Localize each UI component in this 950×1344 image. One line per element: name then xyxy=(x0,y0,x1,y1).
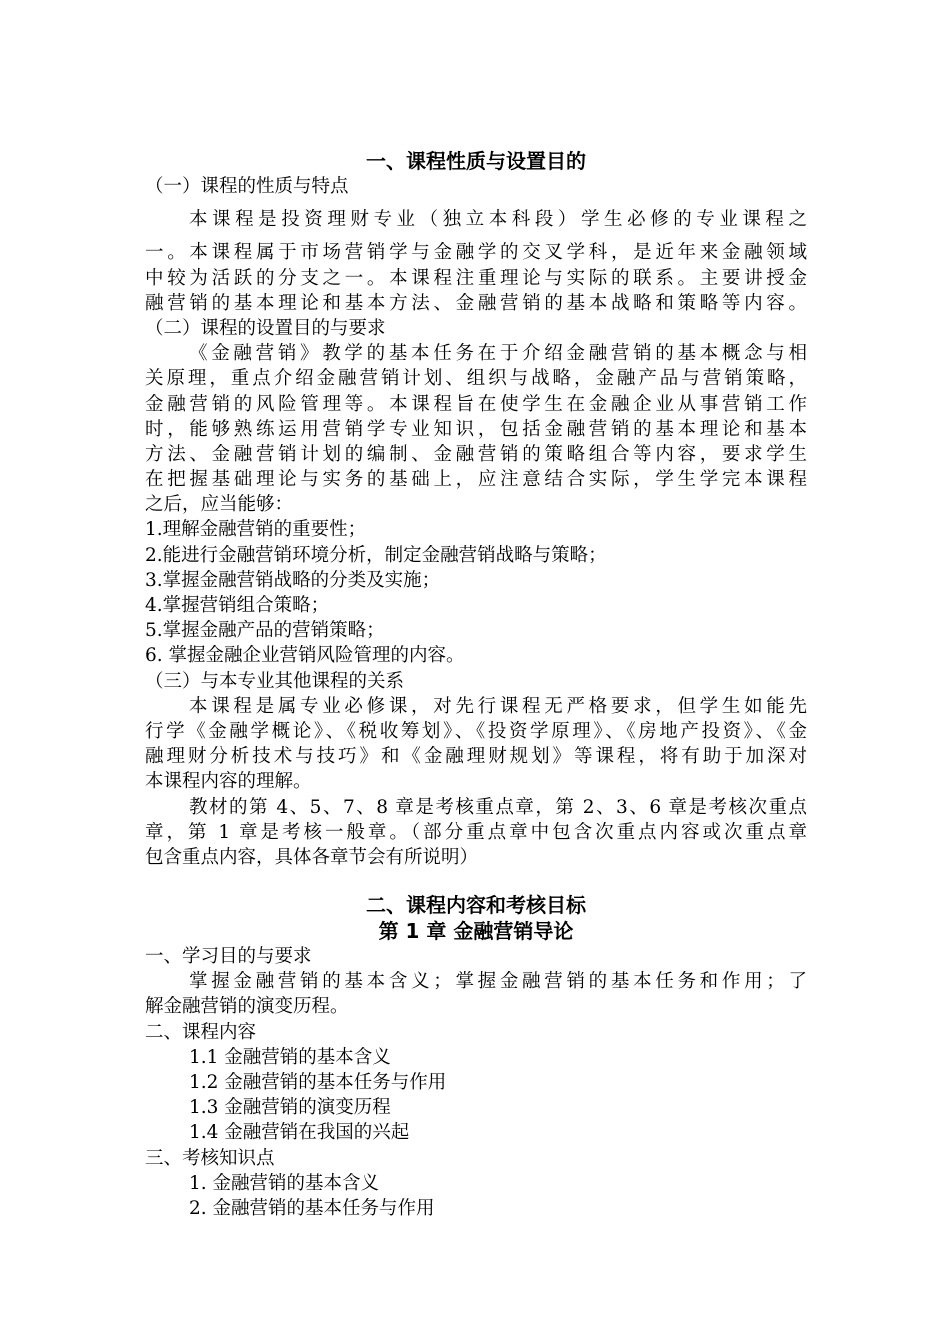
list-item: 2.能进行金融营销环境分析，制定金融营销战略与策略； xyxy=(145,544,607,566)
paragraph-line: 时，能够熟练运用营销学专业知识，包括金融营销的基本理论和基本 xyxy=(145,418,807,440)
paragraph-line: 解金融营销的演变历程。 xyxy=(145,996,349,1018)
document-body xyxy=(145,148,807,1221)
part-title: 二、课程内容 xyxy=(145,1021,257,1043)
paragraph-line: 包含重点内容，具体各章节会有所说明） xyxy=(145,846,479,868)
list-item: 1.1 金融营销的基本含义 xyxy=(189,1046,391,1068)
paragraph-line: 关原理，重点介绍金融营销计划、组织与战略，金融产品与营销策略， xyxy=(145,368,807,390)
list-item: 6. 掌握金融企业营销风险管理的内容。 xyxy=(145,645,465,667)
list-item: 3.掌握金融营销战略的分类及实施； xyxy=(145,569,441,591)
list-item: 2. 金融营销的基本任务与作用 xyxy=(189,1197,435,1219)
paragraph-line: 教材的第 4、5、7、8 章是考核重点章，第 2、3、6 章是考核次重点 xyxy=(189,796,807,818)
subsection-title: （二）课程的设置目的与要求 xyxy=(145,317,386,339)
paragraph-line: 方法、金融营销计划的编制、金融营销的策略组合等内容，要求学生 xyxy=(145,443,807,465)
list-item: 1.理解金融营销的重要性； xyxy=(145,519,367,541)
paragraph-line: 融理财分析技术与技巧》和《金融理财规划》等课程，将有助于加深对 xyxy=(145,746,807,768)
paragraph-line: 在把握基础理论与实务的基础上，应注意结合实际，学生学完本课程 xyxy=(145,469,807,491)
section-title: 一、课程性质与设置目的 xyxy=(366,149,586,173)
list-item: 1.2 金融营销的基本任务与作用 xyxy=(189,1072,447,1093)
paragraph-line: 《金融营销》教学的基本任务在于介绍金融营销的基本概念与相 xyxy=(189,343,807,365)
list-item: 1.3 金融营销的演变历程 xyxy=(189,1097,391,1119)
paragraph-line: 中较为活跃的分支之一。本课程注重理论与实际的联系。主要讲授金 xyxy=(145,267,807,289)
paragraph-line: 行学《金融学概论》、《税收筹划》、《投资学原理》、《房地产投资》、《金 xyxy=(145,720,807,742)
part-title: 一、学习目的与要求 xyxy=(145,946,312,968)
paragraph-line: 本课程内容的理解。 xyxy=(145,771,312,793)
section-title: 二、课程内容和考核目标 xyxy=(366,893,586,918)
part-title: 三、考核知识点 xyxy=(145,1147,275,1169)
chapter-title: 第 1 章 金融营销导论 xyxy=(378,919,574,944)
paragraph-line: 本课程是属专业必修课，对先行课程无严格要求，但学生如能先 xyxy=(189,695,807,717)
subsection-title: （一）课程的性质与特点 xyxy=(145,176,349,197)
paragraph-line: 融营销的基本理论和基本方法、金融营销的基本战略和策略等内容。 xyxy=(145,292,807,314)
list-item: 4.掌握营销组合策略； xyxy=(145,595,330,616)
paragraph-line: 之后，应当能够： xyxy=(145,494,294,516)
list-item: 1.4 金融营销在我国的兴起 xyxy=(189,1122,410,1144)
paragraph-line: 一。本课程属于市场营销学与金融学的交叉学科，是近年来金融领域 xyxy=(145,242,807,264)
paragraph-line: 本课程是投资理财专业（独立本科段）学生必修的专业课程之 xyxy=(189,209,807,231)
paragraph-line: 掌握金融营销的基本含义；掌握金融营销的基本任务和作用；了 xyxy=(189,971,807,993)
paragraph-line: 金融营销的风险管理等。本课程旨在使学生在金融企业从事营销工作 xyxy=(145,393,807,415)
paragraph-line: 章，第 1 章是考核一般章。（部分重点章中包含次重点内容或次重点章 xyxy=(145,821,807,843)
subsection-title: （三）与本专业其他课程的关系 xyxy=(145,670,405,692)
list-item: 1. 金融营销的基本含义 xyxy=(189,1172,380,1194)
list-item: 5.掌握金融产品的营销策略； xyxy=(145,620,385,642)
